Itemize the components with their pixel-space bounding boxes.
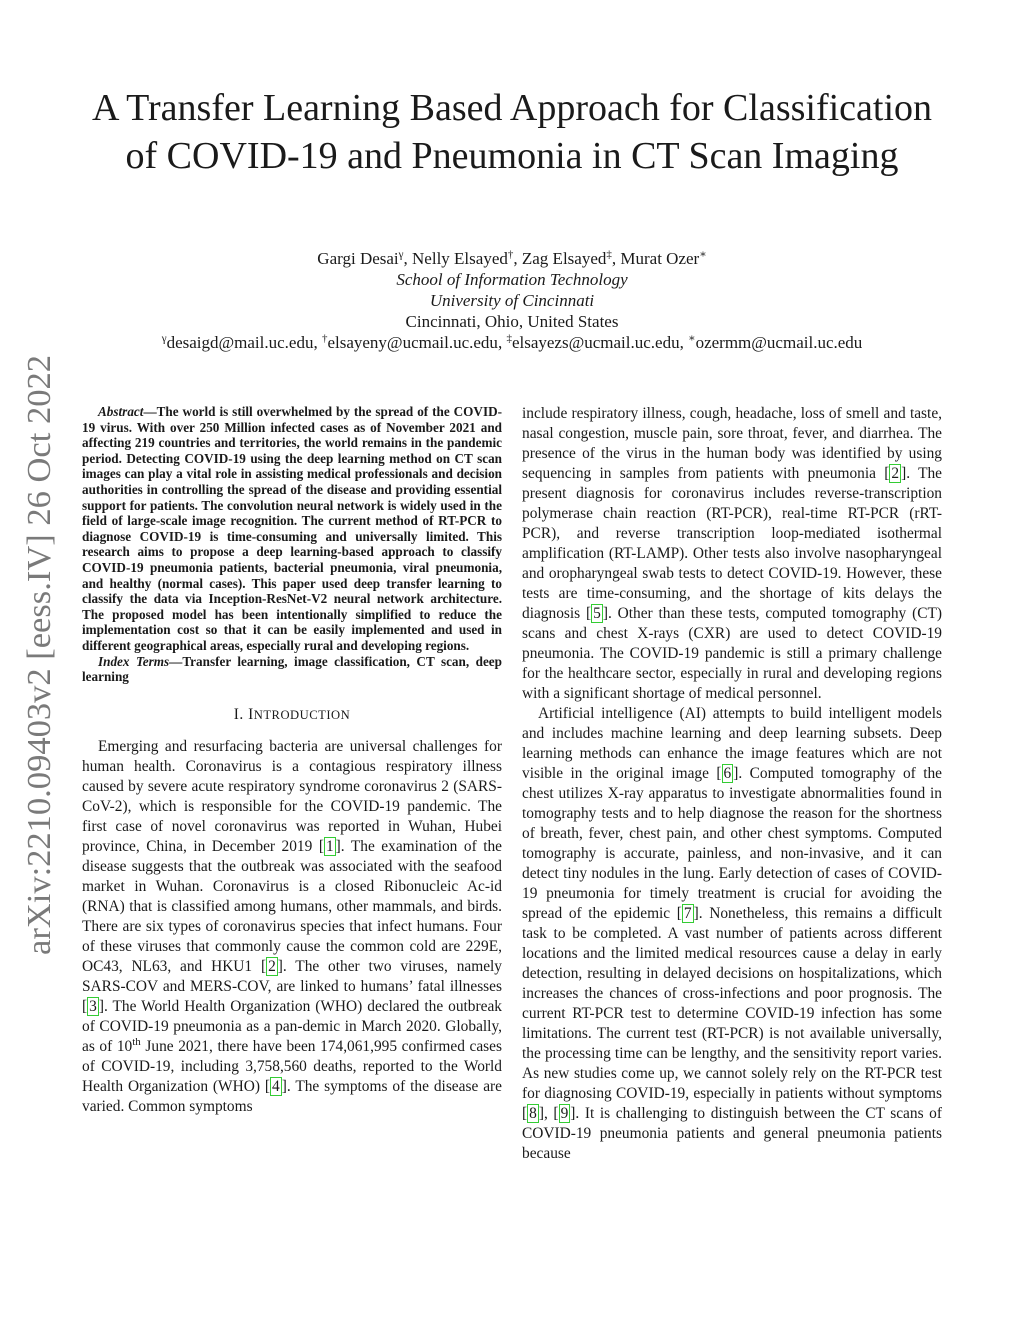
citation-link[interactable]: 4	[272, 1077, 280, 1095]
index-terms-label: Index Terms	[98, 653, 170, 669]
abstract	[82, 404, 502, 654]
email-mark: †	[321, 332, 328, 345]
intro-paragraph	[82, 737, 502, 1117]
citation-link[interactable]: 9	[560, 1105, 569, 1122]
email-link[interactable]: ozermm@ucmail.uc.edu	[695, 333, 863, 352]
author-list: Gargi Desai$^\gamma$, Nelly Elsayed†, Zag Elsayed‡, Murat Ozer∗	[317, 248, 707, 268]
arxiv-stamp	[8, 350, 64, 960]
author-emails: $^\gamma$desaigd@mail.uc.edu, †elsayeny@ucmail.uc.edu, ‡elsayezs@ucmail.uc.edu, ∗ozermm@ucmail.uc.edu	[161, 332, 863, 352]
affiliation-school: School of Information Technology	[396, 270, 628, 289]
text-run: ]. The other two viruses, namely SARS-COV and MERS-COV, are linked to humans’ fatal illnesses [	[82, 957, 502, 1015]
abstract-label: Abstract	[98, 404, 144, 419]
text-run: ]. Other than these tests, computed tomography (CT) scans and chest X-rays (CXR) are used to detect COVID-19 pneumonia. The COVID-19 pandemic is still a primary challenge for the healthcare sector, especially in rural and developing regions with a significant shortage of medical personnel.	[522, 605, 942, 702]
text-run: June 2021, there have been 174,061,995 confirmed cases of COVID-19, including 3,758,560 deaths, reported to the World Health Organization (WHO) [	[82, 1037, 502, 1095]
affiliation-university: University of Cincinnati	[429, 291, 595, 310]
email-mark: ‡	[506, 332, 512, 345]
paper-title: A Transfer Learning Based Approach for Classification of COVID-19 and Pneumonia in CT Scan Imaging	[91, 87, 933, 177]
email-mark: ∗	[688, 332, 696, 345]
text-run: Emerging and resurfacing bacteria are universal challenges for human health. Coronavirus is a contagious respiratory illness caused by severe acute respiratory syndrome coronavirus 2 (SARS-CoV-2), which is responsible for the COVID-19 pandemic. The first case of novel coronavirus was reported in Wuhan, Hubei province, China, in December 2019 [	[82, 737, 502, 855]
text-run: ]. The World Health Organization (WHO) declared the outbreak of COVID-19 pneumonia as a pan-demic in March 2020. Globally, as of 10	[82, 997, 502, 1055]
left-column	[82, 404, 502, 1117]
text-run: ]. It is challenging to distinguish between the CT scans of COVID-19 pneumonia patients and general pneumonia patients because	[522, 1105, 942, 1162]
email-mark: γ	[161, 332, 167, 345]
author-block	[80, 248, 944, 353]
email-link[interactable]: elsayeny@ucmail.uc.edu	[327, 333, 498, 352]
section-number: I.	[233, 705, 244, 723]
author-mark: ∗	[699, 248, 707, 261]
text-run: ]. The present diagnosis for coronavirus includes reverse-transcription polymerase chain reaction (RT-PCR), real-time RT-PCR (rRT-PCR), and reverse transcription loop-mediated isothermal amplification (RT-LAMP). Other tests also involve nasopharyngeal and oropharyngeal swab tests to detect COVID-19. However, these tests are time-consuming, and the shortage of kits delays the diagnosis [	[522, 465, 942, 622]
section-title-rest: NTRODUCTION	[253, 707, 351, 722]
superscript-th: th	[132, 1035, 141, 1048]
citation-link[interactable]: 6	[723, 765, 732, 782]
right-column	[522, 404, 942, 1164]
text-run: ], [	[538, 1105, 559, 1122]
citation-link[interactable]: 2	[268, 957, 276, 975]
author-mark: †	[507, 248, 514, 261]
email-link[interactable]: desaigd@mail.uc.edu	[166, 333, 314, 352]
index-terms-text: —Transfer learning, image classification, CT scan, deep learning	[82, 653, 502, 685]
citation-link[interactable]: 1	[325, 837, 334, 855]
text-run: ]. The symptoms of the disease are varied. Common symptoms	[82, 1077, 502, 1115]
abstract-text: —The world is still overwhelmed by the spread of the COVID-19 virus. With over 250 Million infected cases as of November 2021 and affecting 219 countries and territories, the world remains in the pandemic period. Detecting COVID-19 using the deep learning method on CT scan images can play a vital role in assisting medical professionals and decision authorities in controlling the spread of the disease and providing essential support for patients. The convolution neural network is widely used in the field of large-scale image recognition. The current method of RT-PCR to diagnose COVID-19 is time-consuming and universally limited. This research aims to propose a deep learning-based approach to classify COVID-19 pneumonia patients, bacterial pneumonia, viral pneumonia, and healthy (normal cases). This paper used deep transfer learning to classify the data via Inception-ResNet-V2 neural network architecture. The proposed model has been intentionally simplified to reduce the implementation cost so that it can be easily implemented and used in different geographical areas, especially rural and developing regions.	[82, 404, 502, 653]
text-run: Artificial intelligence (AI) attempts to build intelligent models and includes machine learning and deep learning subsets. Deep learning methods can enhance the image features which are not visible in the original image [	[522, 705, 942, 782]
author-mark: ‡	[606, 248, 612, 261]
text-run: ]. The examination of the disease suggests that the outbreak was associated with the seafood market in Wuhan. Coronavirus is a closed Ribonucleic Ac-id (RNA) that is classified among humans, other mammals, and birds. There are six types of coronavirus species that infect humans. Four of these viruses that commonly cause the common cold are 229E, OC43, NL63, and HKU1 [	[82, 837, 502, 975]
citation-link[interactable]: 3	[89, 997, 97, 1015]
index-terms	[82, 654, 502, 685]
citation-link[interactable]: 7	[683, 905, 692, 922]
author-name: Nelly Elsayed	[412, 249, 508, 268]
citation-link[interactable]: 8	[529, 1105, 537, 1122]
ai-paragraph	[522, 704, 942, 1164]
author-mark: γ	[398, 248, 404, 261]
citation-link[interactable]: 2	[891, 465, 900, 482]
author-name: Gargi Desai	[317, 249, 399, 268]
text-run: include respiratory illness, cough, headache, loss of smell and taste, nasal congestion, muscle pain, sore throat, fever, and diarrhea. The presence of the virus in the human body was identified by using sequencing in samples from patients with pneumonia [	[522, 405, 942, 482]
author-name: Zag Elsayed	[521, 249, 607, 268]
intro-paragraph-continued	[522, 404, 942, 704]
text-run: ]. Nonetheless, this remains a difficult task to be completed. A vast number of patients across different locations and the limited medical resources cause a delay in early detection, resulting in delayed decisions on hospitalizations, which increases the chances of cross-infections and poor prognosis. The current RT-PCR test to determine COVID-19 infection has some limitations. The current test (RT-PCR) is not available universally, the processing time can be lengthy, and the sensitivity report varies. As new studies come up, we cannot solely rely on the RT-PCR test for diagnosing COVID-19, especially in patients without symptoms [	[522, 905, 942, 1122]
author-name: Murat Ozer	[620, 249, 700, 268]
affiliation-location: Cincinnati, Ohio, United States	[405, 312, 619, 331]
arxiv-stamp-text: arXiv:2210.09403v2 [eess.IV] 26 Oct 2022	[21, 363, 58, 955]
text-run: ]. Computed tomography of the chest utilizes X-ray apparatus to investigate abnormalities found in tomography tests and to help diagnose the reason for the shortness of breath, fever, chest pain, and other chest symptoms. Computed tomography is accurate, painless, and non-invasive, and it can detect tiny nodules in the lung. Early detection of cases of COVID-19 pneumonia for timely treatment is crucial for avoiding the spread of the epidemic [	[522, 765, 942, 922]
citation-link[interactable]: 5	[593, 605, 601, 622]
section-heading-introduction	[82, 705, 502, 725]
section-title-initial: I	[248, 705, 254, 723]
email-link[interactable]: elsayezs@ucmail.uc.edu	[511, 333, 680, 352]
